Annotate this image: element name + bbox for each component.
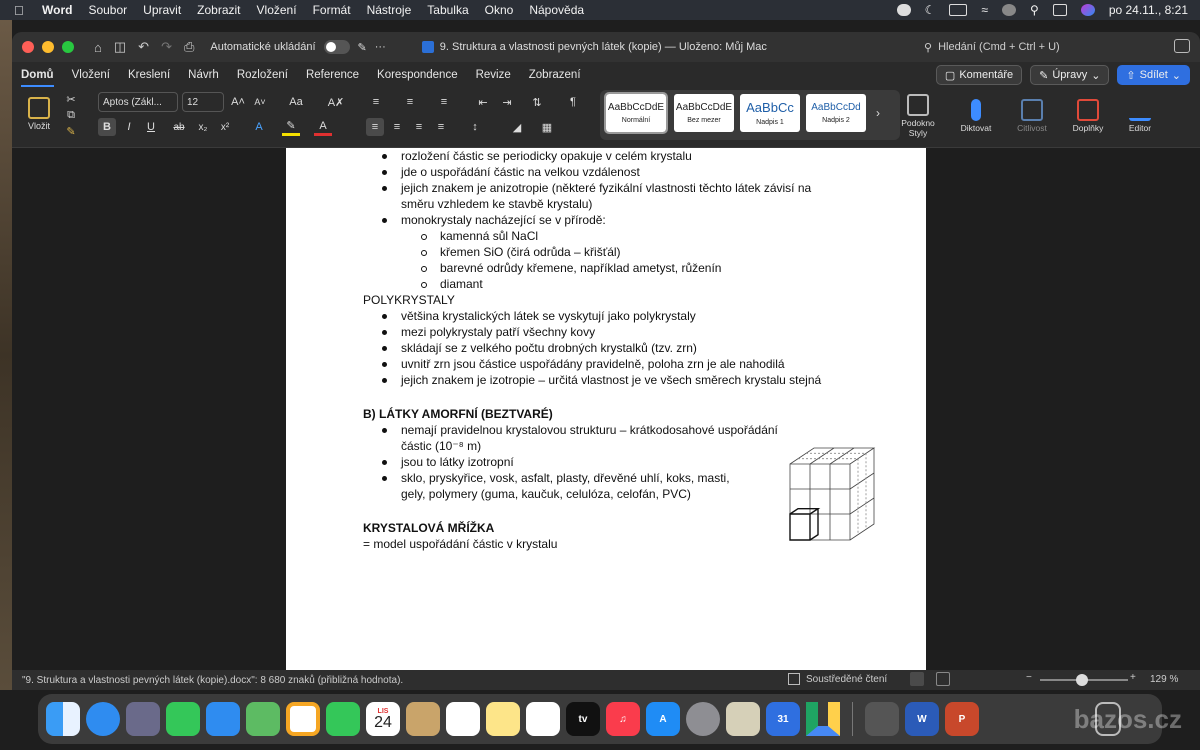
font-name-select[interactable]	[98, 92, 178, 112]
share-button[interactable]	[1117, 65, 1190, 85]
tab-reference[interactable]: Reference	[305, 69, 360, 81]
shrink-font-icon[interactable]: A˅	[254, 97, 266, 107]
style-name: Normální	[621, 117, 651, 124]
sensitivity-button[interactable]	[1010, 90, 1054, 142]
tab-navrh[interactable]: Návrh	[188, 69, 219, 81]
zoom-slider-thumb[interactable]	[1076, 674, 1088, 686]
focus-mode-button[interactable]: Soustředěné čtení	[806, 674, 888, 685]
doc-line: sklo, pryskyřice, vosk, asfalt, plasty, dřevěné uhlí, koks, masti,	[401, 471, 730, 485]
finder-icon[interactable]	[46, 702, 80, 736]
style-name: Nadpis 2	[822, 117, 850, 124]
doc-line: částic (10⁻⁸ m)	[401, 439, 482, 453]
tab-zobrazeni[interactable]: Zobrazení	[528, 69, 581, 81]
borders-icon[interactable]: ▦	[541, 121, 553, 134]
save-icon[interactable]: ◫	[113, 39, 127, 54]
system-settings-icon[interactable]	[686, 702, 720, 736]
show-formatting-icon[interactable]: ¶	[570, 96, 576, 108]
paste-label: Vložit	[27, 121, 50, 131]
web-layout-icon[interactable]	[936, 672, 950, 686]
style-preview: AaBbCcDd	[811, 102, 861, 113]
sub-bullet	[421, 282, 427, 288]
change-case-icon[interactable]: Aa	[289, 96, 303, 108]
tab-korespondence[interactable]: Korespondence	[377, 69, 458, 81]
tab-domu[interactable]: Domů	[21, 69, 54, 81]
undo-icon[interactable]: ↶	[138, 39, 150, 54]
styles-pane-button[interactable]	[896, 90, 940, 142]
more-icon[interactable]: ···	[374, 41, 386, 53]
bullet	[382, 460, 387, 465]
edit-doc-icon[interactable]: ✎	[357, 41, 367, 54]
autosave-label: Automatické ukládání	[210, 41, 316, 53]
doc-heading: POLYKRYSTALY	[363, 293, 455, 307]
titlebar	[12, 32, 1200, 62]
dock	[38, 694, 1162, 744]
paste-button[interactable]	[20, 90, 58, 138]
zoom-level[interactable]: 129 %	[1150, 674, 1179, 685]
align-left-button[interactable]: ≡	[366, 118, 384, 136]
search-field[interactable]	[924, 38, 1164, 56]
doc-line: rozložení částic se periodicky opakuje v celém krystalu	[401, 149, 692, 163]
sensitivity-icon	[1021, 99, 1043, 121]
google-drive-icon[interactable]	[806, 702, 840, 736]
sub-bullet	[421, 250, 427, 256]
doc-line: směru vzhledem ke stavbě krystalu)	[401, 197, 593, 211]
style-preview: AaBbCcDdE	[675, 102, 733, 113]
script-editor-icon[interactable]	[726, 702, 760, 736]
search-icon[interactable]: ⚲	[1030, 3, 1039, 17]
zoom-out-button[interactable]: −	[1026, 672, 1032, 683]
styles-pane-label: Podokno Styly	[901, 118, 935, 138]
style-preview: AaBbCcDdE	[607, 102, 665, 113]
edits-button[interactable]	[1030, 65, 1109, 85]
doc-line: jde o uspořádání částic na velkou vzdálenost	[401, 165, 640, 179]
ribbon-tabs	[12, 62, 1200, 88]
menu-zobrazit[interactable]: Zobrazit	[197, 3, 241, 17]
text-effects-icon[interactable]: A	[255, 121, 263, 133]
photos-icon[interactable]	[286, 702, 320, 736]
crystal-lattice-figure[interactable]	[782, 444, 882, 548]
control-center-icon[interactable]	[1053, 4, 1067, 16]
menu-tabulka[interactable]: Tabulka	[427, 3, 469, 17]
doc-line: křemen SiO (čirá odrůda – křišťál)	[440, 245, 621, 259]
menubar-datetime[interactable]: po 24.11., 8:21	[1108, 3, 1188, 17]
wifi-icon[interactable]: ≈	[981, 3, 989, 17]
bullet	[382, 378, 387, 383]
print-icon[interactable]: ⎙	[183, 39, 195, 54]
editor-icon	[1129, 99, 1151, 121]
bullet	[382, 170, 387, 175]
doc-line: jejich znakem je anizotropie (některé fyzikální vlastnosti těchto látek závisí na	[401, 181, 812, 195]
chevron-down-icon: ⌄	[1091, 69, 1101, 82]
style-preview: AaBbCc	[746, 100, 794, 115]
reminders-icon[interactable]	[446, 702, 480, 736]
font-name-value: Aptos (Zákl...	[103, 96, 162, 108]
document-canvas[interactable]	[12, 148, 1200, 670]
menu-okno[interactable]: Okno	[484, 3, 514, 17]
addins-button[interactable]	[1066, 90, 1110, 142]
addins-icon	[1077, 99, 1099, 121]
subscript-button[interactable]: x₂	[198, 121, 208, 133]
menu-nastroje[interactable]: Nástroje	[366, 3, 412, 17]
tab-revize[interactable]: Revize	[475, 69, 511, 81]
bullet	[382, 362, 387, 367]
doc-line: kamenná sůl NaCl	[440, 229, 539, 243]
music-icon[interactable]: ♫	[606, 702, 640, 736]
addins-label: Doplňky	[1072, 122, 1104, 133]
ribbon	[12, 88, 1200, 148]
chevron-down-icon: ⌄	[1171, 69, 1181, 82]
microphone-icon	[971, 99, 981, 121]
increase-indent-icon[interactable]: ⇥	[502, 96, 512, 109]
document-page[interactable]	[286, 148, 926, 670]
calendar-day: 24	[374, 713, 392, 731]
doc-line: skládají se z velkého počtu drobných krystalků (tzv. zrn)	[401, 341, 697, 355]
messages-icon[interactable]	[166, 702, 200, 736]
doc-line: nemají pravidelnou krystalovou strukturu – krátkodosahové uspořádání	[401, 423, 778, 437]
numbering-icon[interactable]: ≡	[406, 96, 414, 108]
superscript-button[interactable]: x²	[220, 121, 230, 133]
strikethrough-button[interactable]: ab	[173, 121, 185, 133]
calendar-alt-icon[interactable]: 31	[766, 702, 800, 736]
maps-icon[interactable]	[246, 702, 280, 736]
word-window	[12, 32, 1200, 690]
styles-pane-icon	[907, 94, 929, 116]
sort-icon[interactable]: ⇅	[532, 96, 542, 109]
calendar-icon[interactable]	[366, 702, 400, 736]
search-icon: ⚲	[924, 41, 933, 54]
moon-icon[interactable]: ☾	[924, 3, 936, 17]
bullet	[382, 218, 387, 223]
doc-line: monokrystaly nacházející se v přírodě:	[401, 213, 606, 227]
bullet	[382, 154, 387, 159]
font-size-value: 12	[187, 96, 199, 108]
style-name: Bez mezer	[687, 117, 721, 124]
calendar-month: LIS	[377, 707, 389, 715]
print-layout-icon[interactable]	[910, 672, 924, 686]
menu-napoveda[interactable]: Nápověda	[529, 3, 585, 17]
zoom-window-button[interactable]	[62, 41, 74, 53]
justify-button[interactable]: ≡	[437, 121, 445, 133]
menu-soubor[interactable]: Soubor	[88, 3, 128, 17]
close-window-button[interactable]	[22, 41, 34, 53]
minimize-window-button[interactable]	[42, 41, 54, 53]
autosave-toggle[interactable]	[324, 40, 350, 54]
line-spacing-icon[interactable]: ↕	[472, 121, 478, 133]
share-label: Sdílet	[1139, 69, 1168, 81]
cloud-icon[interactable]	[897, 4, 911, 16]
bullet	[382, 476, 387, 481]
dock-divider	[852, 702, 853, 736]
account-icon[interactable]	[1174, 39, 1190, 53]
bullets-icon[interactable]: ≡	[372, 96, 380, 108]
watermark: bazos.cz	[1073, 704, 1182, 734]
word-doc-icon	[422, 41, 434, 53]
search-placeholder: Hledání (Cmd + Ctrl + U)	[938, 41, 1060, 53]
contacts-icon[interactable]	[406, 702, 440, 736]
highlight-icon[interactable]: ✎	[282, 118, 300, 136]
doc-heading: B) LÁTKY AMORFNÍ (BEZTVARÉ)	[363, 407, 553, 421]
desktop-background	[0, 20, 12, 690]
comments-button[interactable]	[936, 65, 1022, 85]
bullet	[382, 346, 387, 351]
clear-format-icon[interactable]: A✗	[327, 96, 345, 109]
copy-icon[interactable]: ⧉	[67, 108, 75, 121]
dictate-button[interactable]	[954, 90, 998, 142]
style-heading-2[interactable]	[806, 94, 866, 132]
redo-icon[interactable]: ↷	[161, 39, 172, 54]
app-menu-word[interactable]: Word	[42, 3, 73, 17]
tv-icon[interactable]: tv	[566, 702, 600, 736]
doc-line: gely, polymery (guma, kaučuk, celulóza, celofán, PVC)	[401, 487, 691, 501]
style-normal[interactable]	[606, 94, 666, 132]
clipboard-icon	[28, 97, 50, 119]
format-painter-icon[interactable]: ✎	[66, 125, 76, 138]
status-bar	[12, 670, 1200, 690]
siri-icon[interactable]	[1081, 4, 1095, 16]
sub-bullet	[421, 234, 427, 240]
styles-gallery	[600, 90, 900, 140]
comments-label: Komentáře	[959, 69, 1014, 81]
zoom-in-button[interactable]: +	[1130, 672, 1136, 683]
document-title: 9. Struktura a vlastnosti pevných látek (kopie) — Uloženo: Můj Mac	[439, 41, 767, 53]
chevron-right-icon[interactable]: ›	[876, 106, 880, 120]
home-icon[interactable]: ⌂	[94, 39, 102, 55]
user-icon[interactable]	[1002, 4, 1016, 16]
pen-icon: ✎	[1039, 69, 1049, 82]
editor-button[interactable]	[1118, 90, 1162, 142]
facetime-icon[interactable]	[326, 702, 360, 736]
bullet	[382, 428, 387, 433]
app-store-icon[interactable]: A	[646, 702, 680, 736]
share-icon: ⇧	[1126, 69, 1136, 82]
multilevel-list-icon[interactable]: ≡	[440, 96, 448, 108]
bullet	[382, 330, 387, 335]
style-name: Nadpis 1	[756, 119, 784, 126]
mail-icon[interactable]	[206, 702, 240, 736]
cut-icon[interactable]: ✂	[66, 93, 76, 106]
comment-icon: ▢	[944, 69, 956, 82]
sensitivity-label: Citlivost	[1017, 122, 1047, 133]
focus-icon[interactable]	[788, 673, 800, 685]
safari-icon[interactable]	[86, 702, 120, 736]
style-no-spacing[interactable]	[674, 94, 734, 132]
freeform-icon[interactable]	[526, 702, 560, 736]
sub-bullet	[421, 266, 427, 272]
tab-vlozeni[interactable]: Vložení	[71, 69, 110, 81]
tab-rozlozeni[interactable]: Rozložení	[236, 69, 288, 81]
downloads-icon[interactable]	[865, 702, 899, 736]
style-heading-1[interactable]	[740, 94, 800, 132]
edits-label: Úpravy	[1052, 69, 1088, 81]
menu-format[interactable]: Formát	[312, 3, 351, 17]
word-count-status[interactable]: "9. Struktura a vlastnosti pevných látek (kopie).docx": 8 680 znaků (přibližná hodnota).	[22, 674, 404, 686]
menu-upravit[interactable]: Upravit	[143, 3, 182, 17]
launchpad-icon[interactable]	[126, 702, 160, 736]
word-icon[interactable]: W	[905, 702, 939, 736]
doc-heading: KRYSTALOVÁ MŘÍŽKA	[363, 521, 495, 535]
bold-button[interactable]: B	[98, 118, 116, 136]
doc-line: barevné odrůdy křemene, například ametyst, růženín	[440, 261, 722, 275]
apple-icon[interactable]	[14, 3, 28, 18]
editor-label: Editor	[1128, 122, 1152, 133]
italic-button[interactable]: I	[127, 121, 131, 133]
doc-line: jejich znakem je izotropie – určitá vlastnost je ve všech směrech krystalu stejná	[401, 373, 822, 387]
bullet	[382, 314, 387, 319]
doc-line: většina krystalických látek se vyskytují jako polykrystaly	[401, 309, 696, 323]
shading-icon[interactable]: ◢	[512, 121, 522, 134]
bullet	[382, 186, 387, 191]
tab-kresleni[interactable]: Kreslení	[127, 69, 171, 81]
decrease-indent-icon[interactable]: ⇤	[478, 96, 488, 109]
doc-line: jsou to látky izotropní	[401, 455, 514, 469]
doc-line: mezi polykrystaly patří všechny kovy	[401, 325, 596, 339]
notes-icon[interactable]	[486, 702, 520, 736]
align-right-button[interactable]: ≡	[415, 121, 423, 133]
font-color-icon[interactable]: A	[314, 118, 332, 136]
align-center-button[interactable]: ≡	[393, 121, 401, 133]
macos-menubar	[0, 0, 1200, 20]
font-size-select[interactable]	[182, 92, 224, 112]
doc-line: diamant	[440, 277, 483, 291]
doc-line: = model uspořádání částic v krystalu	[363, 537, 558, 551]
underline-button[interactable]: U	[147, 121, 155, 133]
powerpoint-icon[interactable]: P	[945, 702, 979, 736]
dictate-label: Diktovat	[960, 122, 992, 133]
battery-icon[interactable]	[949, 4, 967, 16]
menu-vlozeni[interactable]: Vložení	[256, 3, 297, 17]
grow-font-icon[interactable]: A˄	[231, 96, 245, 108]
doc-line: uvnitř zrn jsou částice uspořádány pravidelně, poloha zrn je ale nahodilá	[401, 357, 785, 371]
